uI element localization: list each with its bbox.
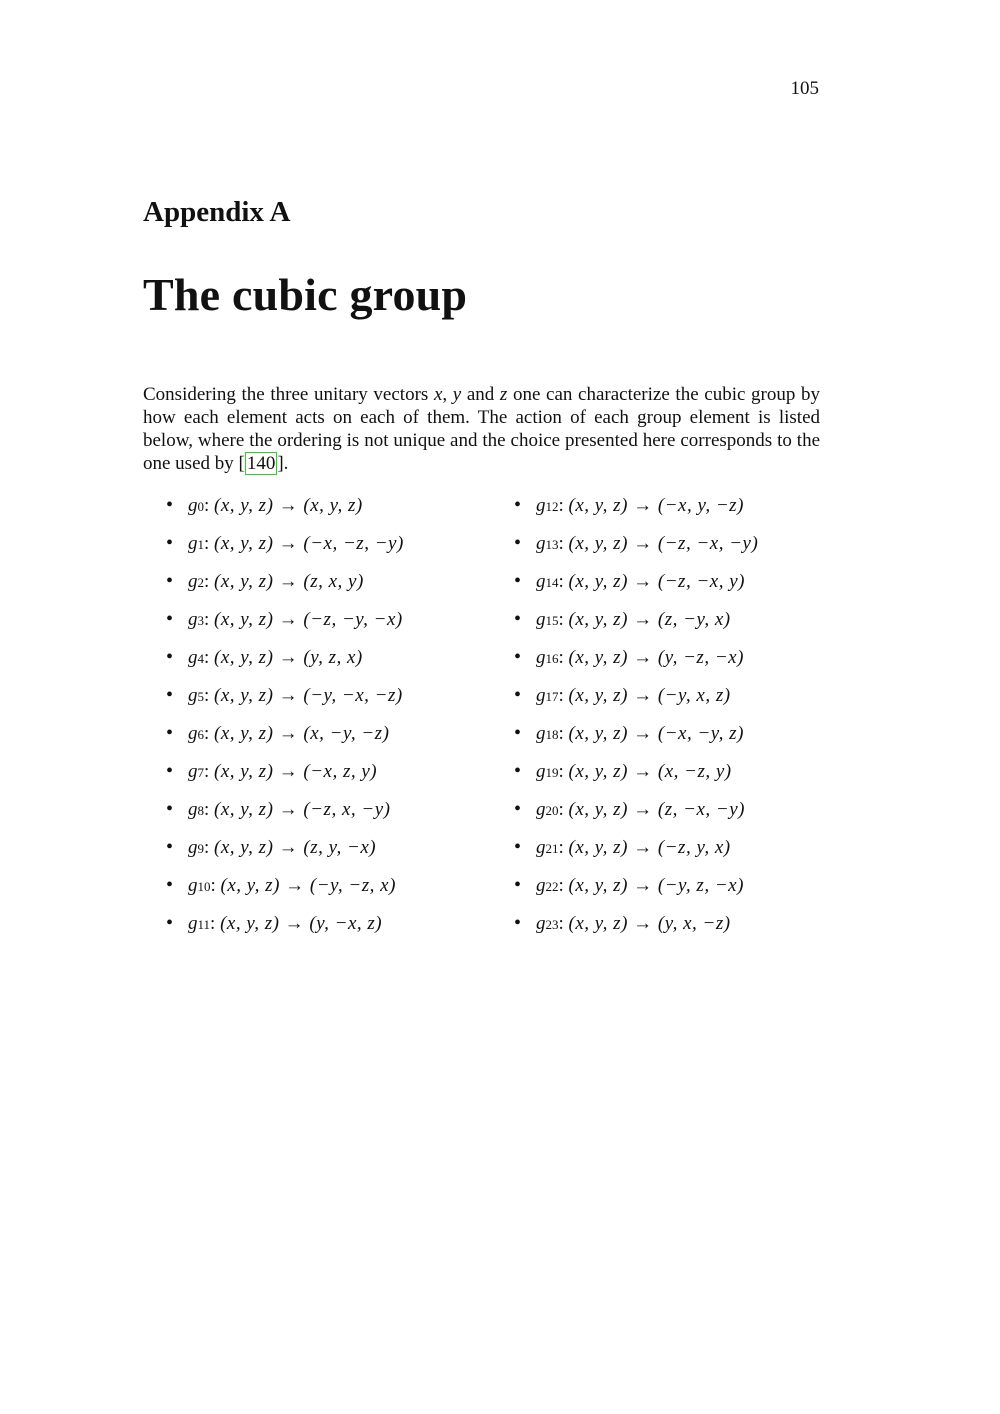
element-symbol: g (536, 913, 546, 934)
element-index: 23 (545, 917, 559, 932)
element-index: 20 (545, 803, 559, 818)
element-colon: : (558, 913, 569, 934)
element-index: 11 (197, 917, 211, 932)
element-symbol: g (188, 837, 198, 858)
bullet-icon: • (166, 760, 174, 782)
element-index: 17 (545, 689, 559, 704)
group-element-item (514, 874, 758, 912)
element-index: 21 (545, 841, 559, 856)
element-index: 9 (197, 841, 204, 856)
element-action: (x, y, z) → (−y, −z, x) (220, 875, 396, 896)
bullet-icon: • (514, 722, 522, 744)
element-colon: : (204, 837, 215, 858)
bullet-icon: • (514, 532, 522, 554)
element-action: (x, y, z) → (y, x, −z) (568, 913, 731, 934)
bullet-icon: • (514, 684, 522, 706)
group-element-item (514, 684, 758, 722)
element-index: 5 (197, 689, 204, 704)
element-colon: : (204, 761, 215, 782)
chapter-title: The cubic group (143, 269, 468, 320)
group-elements-right-list (514, 494, 758, 950)
element-action: (x, y, z) → (−z, −x, y) (568, 571, 745, 592)
bullet-icon: • (166, 570, 174, 592)
group-element-item (514, 912, 758, 950)
element-index: 1 (197, 537, 204, 552)
element-action: (x, y, z) → (−x, −z, −y) (214, 533, 404, 554)
element-index: 15 (545, 613, 559, 628)
group-element-item (166, 532, 404, 570)
element-symbol: g (188, 533, 198, 554)
element-symbol: g (536, 723, 546, 744)
intro-text: ]. (277, 453, 289, 474)
element-action: (x, y, z) → (y, −x, z) (220, 913, 383, 934)
element-action: (x, y, z) → (y, −z, −x) (568, 647, 744, 668)
element-symbol: g (188, 723, 198, 744)
element-colon: : (558, 609, 569, 630)
group-element-item (166, 874, 404, 912)
bullet-icon: • (166, 874, 174, 896)
element-action: (x, y, z) → (−z, −x, −y) (568, 533, 759, 554)
element-colon: : (558, 723, 569, 744)
intro-text: Considering the three unitary vectors (143, 384, 434, 405)
bullet-icon: • (514, 760, 522, 782)
element-colon: : (204, 533, 215, 554)
bullet-icon: • (166, 912, 174, 934)
element-colon: : (558, 799, 569, 820)
group-element-item (514, 722, 758, 760)
element-symbol: g (536, 609, 546, 630)
element-index: 12 (545, 499, 559, 514)
group-element-item (514, 570, 758, 608)
element-action: (x, y, z) → (z, −x, −y) (568, 799, 745, 820)
bullet-icon: • (166, 532, 174, 554)
bullet-icon: • (514, 570, 522, 592)
element-symbol: g (536, 799, 546, 820)
element-symbol: g (536, 685, 546, 706)
element-index: 16 (545, 651, 559, 666)
element-symbol: g (536, 837, 546, 858)
group-element-item (514, 836, 758, 874)
element-colon: : (204, 723, 215, 744)
citation-link[interactable]: 140 (246, 453, 276, 474)
group-element-item (166, 798, 404, 836)
bullet-icon: • (166, 684, 174, 706)
group-element-item (514, 760, 758, 798)
element-symbol: g (188, 571, 198, 592)
element-symbol: g (536, 761, 546, 782)
element-symbol: g (188, 799, 198, 820)
element-action: (x, y, z) → (−x, z, y) (214, 761, 378, 782)
group-element-item (166, 494, 404, 532)
element-action: (x, y, z) → (x, y, z) (214, 495, 363, 516)
element-colon: : (558, 761, 569, 782)
element-colon: : (210, 913, 221, 934)
intro-separator: , (442, 384, 453, 405)
bullet-icon: • (514, 912, 522, 934)
group-element-item (166, 646, 404, 684)
bullet-icon: • (514, 646, 522, 668)
element-symbol: g (188, 875, 198, 896)
group-element-item (166, 912, 404, 950)
element-action: (x, y, z) → (−z, −y, −x) (214, 609, 403, 630)
element-colon: : (558, 875, 569, 896)
element-index: 2 (197, 575, 204, 590)
element-symbol: g (536, 571, 546, 592)
bullet-icon: • (514, 836, 522, 858)
intro-paragraph (143, 383, 820, 475)
element-index: 3 (197, 613, 204, 628)
element-symbol: g (188, 761, 198, 782)
element-index: 18 (545, 727, 559, 742)
bullet-icon: • (166, 646, 174, 668)
element-index: 14 (545, 575, 559, 590)
element-colon: : (558, 533, 569, 554)
element-index: 22 (545, 879, 559, 894)
element-colon: : (204, 799, 215, 820)
element-colon: : (204, 685, 215, 706)
bullet-icon: • (166, 608, 174, 630)
element-colon: : (558, 837, 569, 858)
element-index: 4 (197, 651, 204, 666)
bullet-icon: • (514, 608, 522, 630)
element-action: (x, y, z) → (−y, z, −x) (568, 875, 744, 896)
element-colon: : (558, 685, 569, 706)
element-symbol: g (188, 685, 198, 706)
bullet-icon: • (166, 798, 174, 820)
bullet-icon: • (166, 722, 174, 744)
element-action: (x, y, z) → (−z, y, x) (568, 837, 731, 858)
element-symbol: g (536, 495, 546, 516)
element-action: (x, y, z) → (z, y, −x) (214, 837, 377, 858)
group-elements-left-list (166, 494, 404, 950)
group-element-item (514, 532, 758, 570)
element-action: (x, y, z) → (x, −y, −z) (214, 723, 390, 744)
element-index: 19 (545, 765, 559, 780)
element-symbol: g (188, 913, 198, 934)
element-action: (x, y, z) → (−z, x, −y) (214, 799, 391, 820)
element-symbol: g (536, 647, 546, 668)
element-colon: : (558, 495, 569, 516)
element-index: 0 (197, 499, 204, 514)
appendix-label: Appendix A (143, 196, 291, 228)
group-element-item (514, 608, 758, 646)
element-action: (x, y, z) → (−x, y, −z) (568, 495, 744, 516)
intro-text: and (461, 384, 500, 405)
group-element-item (166, 760, 404, 798)
var-z: z (499, 384, 508, 405)
element-action: (x, y, z) → (y, z, x) (214, 647, 363, 668)
group-element-item (514, 646, 758, 684)
intro-text: one can characterize the cubic group by how each element acts on each of them. The action of each group element is listed below, where the ordering is not unique and the choice presented here corresponds to the one used by [ (143, 384, 821, 474)
var-y: y (452, 384, 462, 405)
element-index: 7 (197, 765, 204, 780)
group-element-item (166, 608, 404, 646)
element-index: 10 (197, 879, 211, 894)
element-action: (x, y, z) → (−x, −y, z) (568, 723, 744, 744)
element-index: 8 (197, 803, 204, 818)
element-colon: : (210, 875, 221, 896)
element-symbol: g (188, 495, 198, 516)
var-x: x (433, 384, 443, 405)
element-symbol: g (188, 609, 198, 630)
element-action: (x, y, z) → (x, −z, y) (568, 761, 732, 782)
page-number: 105 (790, 78, 819, 99)
group-element-item (514, 798, 758, 836)
element-colon: : (204, 647, 215, 668)
element-action: (x, y, z) → (z, −y, x) (568, 609, 731, 630)
element-index: 6 (197, 727, 204, 742)
element-action: (x, y, z) → (−y, x, z) (568, 685, 731, 706)
bullet-icon: • (166, 836, 174, 858)
element-colon: : (558, 647, 569, 668)
bullet-icon: • (166, 494, 174, 516)
element-action: (x, y, z) → (z, x, y) (214, 571, 364, 592)
bullet-icon: • (514, 494, 522, 516)
element-index: 13 (545, 537, 559, 552)
element-symbol: g (188, 647, 198, 668)
element-symbol: g (536, 533, 546, 554)
group-element-item (166, 684, 404, 722)
element-colon: : (204, 609, 215, 630)
element-symbol: g (536, 875, 546, 896)
group-element-item (166, 836, 404, 874)
bullet-icon: • (514, 798, 522, 820)
element-colon: : (204, 495, 215, 516)
group-element-item (514, 494, 758, 532)
group-element-item (166, 722, 404, 760)
element-colon: : (558, 571, 569, 592)
group-element-item (166, 570, 404, 608)
bullet-icon: • (514, 874, 522, 896)
element-action: (x, y, z) → (−y, −x, −z) (214, 685, 403, 706)
element-colon: : (204, 571, 215, 592)
